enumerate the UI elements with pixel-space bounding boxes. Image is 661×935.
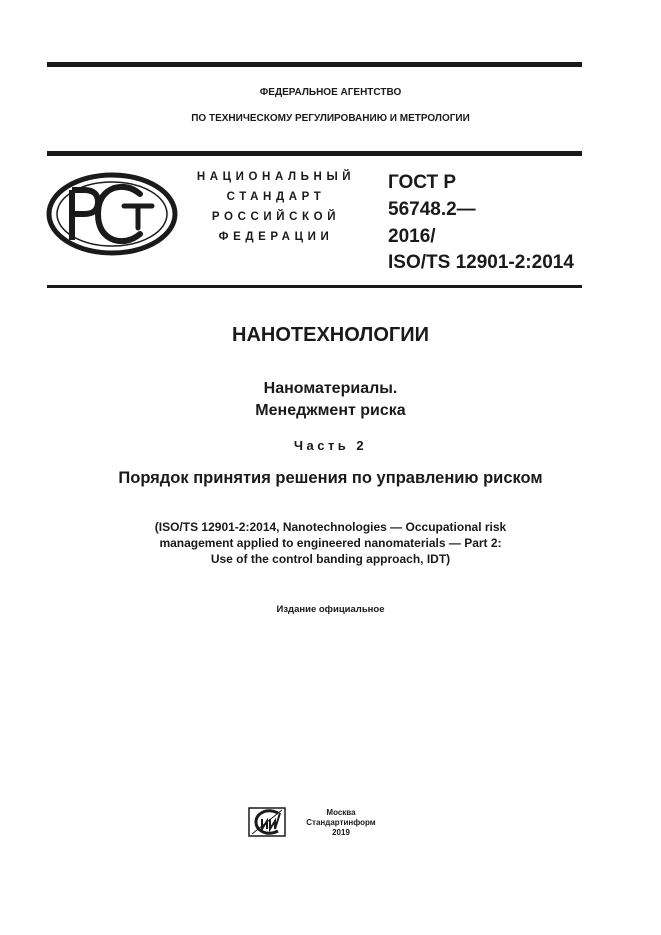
rst-emblem-icon — [46, 172, 178, 256]
subtitle-line-1: Наноматериалы. — [263, 380, 398, 397]
designation-line-2: 56748.2— — [388, 199, 476, 220]
subtitle-line-2: Менеджмент риска — [255, 402, 406, 419]
agency-line-2: ПО ТЕХНИЧЕСКОМУ РЕГУЛИРОВАНИЮ И МЕТРОЛОГИИ — [191, 113, 470, 124]
publisher-city: Москва — [326, 808, 356, 817]
iso-ref-line-2: management applied to engineered nanomaterials — Part 2: — [159, 536, 502, 550]
main-title: НАНОТЕХНОЛОГИИ — [232, 324, 429, 346]
edition-label: Издание официальное — [276, 604, 385, 615]
iso-ref-line-3: Use of the control banding approach, IDT) — [210, 552, 451, 566]
agency-line-1: ФЕДЕРАЛЬНОЕ АГЕНТСТВО — [259, 87, 402, 98]
standartinform-logo-icon — [248, 807, 286, 837]
publisher-name: Стандартинформ — [306, 818, 376, 827]
part-label: Часть 2 — [293, 438, 368, 453]
standard-type-line-4: ФЕДЕРАЦИИ — [218, 231, 334, 243]
iso-ref-line-1: (ISO/TS 12901-2:2014, Nanotechnologies — Occupational risk — [154, 520, 507, 534]
designation-line-4: ISO/TS 12901-2:2014 — [388, 252, 574, 273]
designation-line-3: 2016/ — [388, 226, 436, 247]
header-top-rule — [47, 151, 582, 156]
standard-type-line-3: РОССИЙСКОЙ — [211, 211, 341, 223]
publisher-year: 2019 — [332, 828, 350, 837]
part-title: Порядок принятия решения по управлению риском — [118, 469, 543, 487]
top-rule — [47, 62, 582, 67]
designation-line-1: ГОСТ Р — [388, 172, 457, 193]
header-bottom-rule — [47, 285, 582, 288]
standard-type-line-1: НАЦИОНАЛЬНЫЙ — [196, 171, 356, 183]
standard-type-line-2: СТАНДАРТ — [226, 191, 326, 203]
